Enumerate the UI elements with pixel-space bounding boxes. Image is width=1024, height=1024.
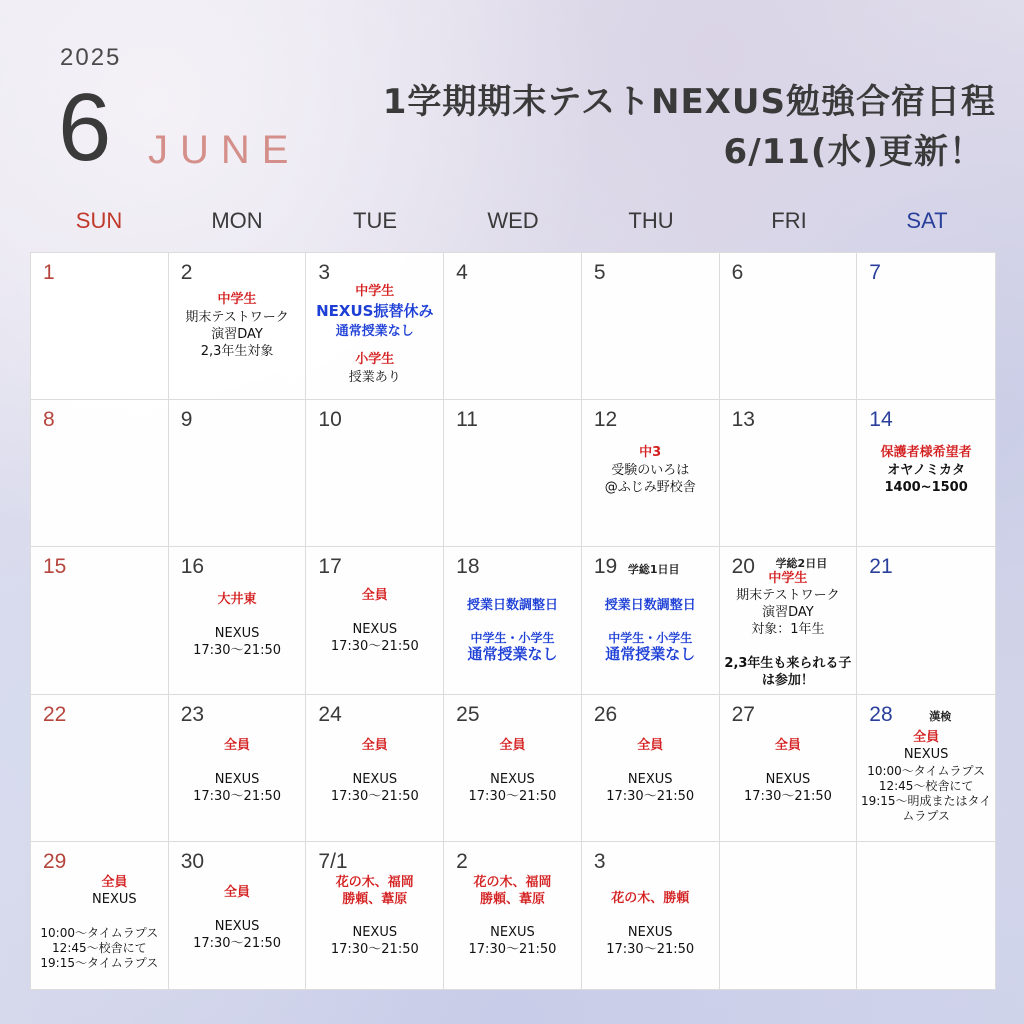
day-cell-20 <box>720 547 858 694</box>
event-text: 17:30〜21:50 <box>606 788 695 804</box>
day-cell-24 <box>306 695 444 842</box>
day-number: 28 <box>869 702 893 726</box>
day-cell-jul-1 <box>306 842 444 989</box>
event-text: 17:30〜21:50 <box>193 643 282 659</box>
day-number: 22 <box>43 702 67 726</box>
event-label: 通常授業なし <box>335 324 414 339</box>
event-label: 通常授業なし <box>605 645 696 664</box>
event-text: オヤノミカタ <box>887 463 965 479</box>
day-cell-22 <box>31 695 169 842</box>
day-number: 14 <box>869 408 893 432</box>
event-label: 中3 <box>639 445 662 461</box>
event-label: 保護者様希望者 <box>880 445 972 461</box>
event-text: 演習DAY <box>762 605 814 621</box>
day-cell-4 <box>444 253 582 400</box>
event-label: 花の木、福岡 <box>335 874 414 890</box>
event-label: 小学生 <box>355 352 395 367</box>
day-number: 16 <box>180 555 205 579</box>
event-text: NEXUS <box>490 924 535 940</box>
day-cell-11 <box>444 400 582 547</box>
event-text: 17:30〜21:50 <box>330 941 419 957</box>
day-number: 23 <box>180 702 205 726</box>
day-cell-15 <box>31 547 169 694</box>
event-text: 10:00〜タイムラプス <box>40 925 159 940</box>
event-text: 17:30〜21:50 <box>468 788 557 804</box>
day-number: 17 <box>318 555 342 579</box>
day-number: 6 <box>731 261 744 284</box>
day-cell-empty <box>720 842 858 989</box>
event-text: 2,3年生対象 <box>200 344 274 359</box>
day-cell-18 <box>444 547 582 694</box>
day-cell-3 <box>306 253 444 400</box>
day-cell-10 <box>306 400 444 547</box>
weekday-tue: TUE <box>353 208 397 233</box>
day-number: 13 <box>731 408 755 432</box>
event-text: NEXUS <box>214 626 260 642</box>
day-number: 20 <box>731 555 755 579</box>
day-cell-7 <box>857 253 995 400</box>
event-text: 受験のいろは <box>611 463 690 479</box>
day-number: 1 <box>43 261 55 284</box>
event-text: 17:30〜21:50 <box>193 935 282 951</box>
event-text: ムラプス <box>902 808 950 823</box>
event-text: NEXUS <box>92 891 137 907</box>
event-text: NEXUS <box>352 622 398 638</box>
event-label: 中学生・小学生 <box>608 631 693 646</box>
event-text: 授業あり <box>348 370 401 385</box>
day-cell-5 <box>582 253 720 400</box>
day-number: 3 <box>318 261 331 284</box>
day-number: 2 <box>456 849 468 873</box>
day-cell-25 <box>444 695 582 842</box>
day-cell-13 <box>720 400 858 547</box>
event-text: 17:30〜21:50 <box>330 788 419 804</box>
day-cell-30 <box>169 842 307 989</box>
day-cell-1 <box>31 253 169 400</box>
day-number: 12 <box>593 408 618 432</box>
event-label: 中学生 <box>355 284 395 299</box>
event-label: 全員 <box>774 737 801 753</box>
day-number: 24 <box>318 702 342 726</box>
event-text: NEXUS <box>627 771 673 787</box>
event-label: 全員 <box>224 737 251 753</box>
event-label: 全員 <box>361 737 388 753</box>
event-text: 19:15〜明成またはタイ <box>860 793 992 808</box>
day-number: 26 <box>593 702 618 726</box>
day-number: 8 <box>43 408 55 432</box>
event-text: NEXUS <box>765 771 811 787</box>
day-number: 19 <box>593 555 618 579</box>
event-text: 12:45〜校舎にて <box>878 778 974 793</box>
weekday-sun: SUN <box>75 208 123 233</box>
day-cell-16 <box>169 547 307 694</box>
calendar-grid <box>30 252 996 990</box>
day-number: 15 <box>43 555 67 579</box>
event-label: 全員 <box>637 737 664 753</box>
day-cell-empty <box>857 842 995 989</box>
event-label: 中学生・小学生 <box>470 631 555 646</box>
event-text: 2,3年生も来られる子 <box>724 656 852 672</box>
day-cell-23 <box>169 695 307 842</box>
event-label: 大井東 <box>217 592 257 608</box>
day-tag: 漢検 <box>929 709 952 723</box>
day-number: 29 <box>43 849 67 873</box>
event-text: 17:30〜21:50 <box>468 941 557 957</box>
day-number: 3 <box>593 849 606 873</box>
day-number: 7/1 <box>318 849 348 873</box>
day-number: 10 <box>318 408 342 432</box>
day-tag: 学総2日目 <box>775 557 828 571</box>
day-cell-27 <box>720 695 858 842</box>
event-text: は参加！ <box>761 673 814 689</box>
day-number: 27 <box>731 702 755 726</box>
event-text: @ふじみ野校舎 <box>604 480 696 496</box>
event-label: 全員 <box>913 729 940 745</box>
event-label: 全員 <box>224 884 251 900</box>
weekday-sat: SAT <box>906 208 948 233</box>
day-cell-9 <box>169 400 307 547</box>
day-number: 4 <box>456 261 468 284</box>
event-text: 対象：1年生 <box>751 622 825 638</box>
day-cell-6 <box>720 253 858 400</box>
event-label: 花の木、勝頼 <box>611 890 690 906</box>
page-title: 1学期期末テストNEXUS勉強合宿日程 <box>382 82 996 122</box>
day-number: 9 <box>180 408 193 432</box>
day-number: 5 <box>593 261 606 284</box>
day-number: 2 <box>180 261 193 284</box>
day-cell-21 <box>857 547 995 694</box>
event-label: 中学生 <box>768 571 808 587</box>
day-number: 7 <box>869 261 881 284</box>
event-text: NEXUS <box>352 771 398 787</box>
day-cell-17 <box>306 547 444 694</box>
event-label: 花の木、福岡 <box>473 874 552 890</box>
event-label: NEXUS振替休み <box>316 302 434 320</box>
event-text: 期末テストワーク <box>185 310 289 325</box>
weekday-thu: THU <box>628 208 674 233</box>
day-number: 21 <box>869 555 893 579</box>
event-label: 勝頼、葦原 <box>342 891 408 907</box>
day-number: 11 <box>456 408 478 432</box>
update-note: 6/11(水)更新！ <box>723 132 984 172</box>
event-text: 1400~1500 <box>884 480 968 496</box>
day-number: 30 <box>180 849 205 873</box>
event-label: 中学生 <box>217 292 257 307</box>
day-cell-26 <box>582 695 720 842</box>
month-number: 6 <box>58 74 112 181</box>
event-text: NEXUS <box>352 924 398 940</box>
weekday-wed: WED <box>487 208 539 233</box>
event-text: NEXUS <box>627 924 673 940</box>
event-text: NEXUS <box>214 918 260 934</box>
year-label: 2025 <box>60 44 122 71</box>
day-cell-28 <box>857 695 995 842</box>
day-cell-jul-3 <box>582 842 720 989</box>
event-text: NEXUS <box>490 771 535 787</box>
event-label: 全員 <box>499 737 526 753</box>
event-text: 17:30〜21:50 <box>193 788 282 804</box>
weekday-mon: MON <box>211 208 263 233</box>
month-name: JUNE <box>148 128 301 172</box>
event-text: NEXUS <box>903 746 949 762</box>
event-text: 演習DAY <box>211 327 263 342</box>
day-cell-29 <box>31 842 169 989</box>
event-text: NEXUS <box>214 771 260 787</box>
event-label: 全員 <box>101 874 128 890</box>
event-text: 期末テストワーク <box>736 588 840 604</box>
day-cell-14 <box>857 400 995 547</box>
day-number: 25 <box>456 702 480 726</box>
event-text: 10:00〜タイムラプス <box>867 763 986 778</box>
event-text: 12:45〜校舎にて <box>52 940 147 955</box>
day-tag: 学総1日目 <box>627 563 680 577</box>
day-cell-12 <box>582 400 720 547</box>
day-cell-2 <box>169 253 307 400</box>
day-cell-8 <box>31 400 169 547</box>
event-text: 17:30〜21:50 <box>743 788 832 804</box>
weekday-fri: FRI <box>771 208 807 233</box>
event-text: 17:30〜21:50 <box>330 639 419 655</box>
weekday-header <box>30 208 996 238</box>
day-number: 18 <box>456 555 480 579</box>
event-text: 19:15〜タイムラプス <box>40 955 159 970</box>
event-text: 17:30〜21:50 <box>606 941 695 957</box>
day-cell-19 <box>582 547 720 694</box>
event-label: 授業日数調整日 <box>466 598 558 614</box>
event-label: 通常授業なし <box>467 645 558 664</box>
day-cell-jul-2 <box>444 842 582 989</box>
event-label: 全員 <box>361 588 388 604</box>
event-label: 授業日数調整日 <box>604 598 696 614</box>
event-label: 勝頼、葦原 <box>479 891 545 907</box>
